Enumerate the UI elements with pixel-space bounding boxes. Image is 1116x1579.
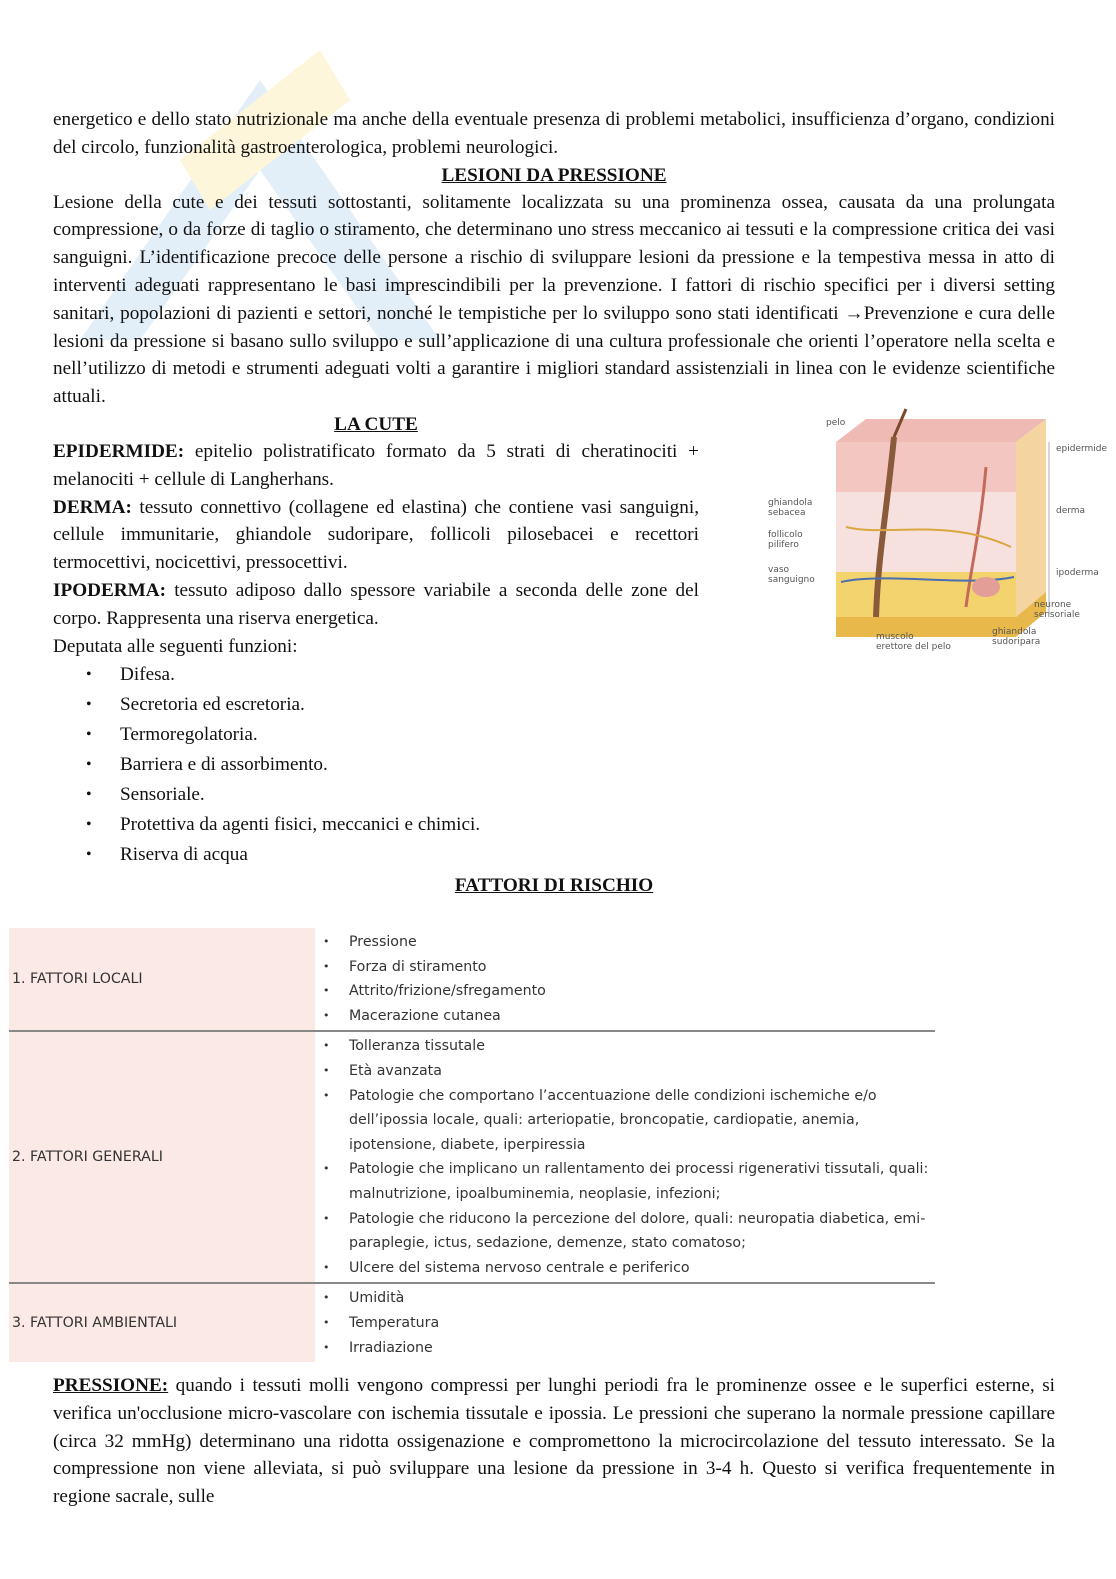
list-item: • Riserva di acqua bbox=[86, 840, 1055, 870]
funzioni-intro: Deputata alle seguenti funzioni: bbox=[53, 635, 298, 657]
lesioni-text-a: Lesione della cute e dei tessuti sottostanti, solitamente localizzata su una prominenza ossea, causata da una prolungata compressione, o da forze di taglio o stiramento, che determinano uno stress meccanico ai tessuti e la compressione critica dei vasi sanguigni. L’identificazione precoce delle persone a rischio di sviluppare lesioni da pressione e la tempestiva messa in atto di interventi adeguati rappresentano le basi imprescindibili per la prevenzione. I fattori di rischio specifici per i diversi setting sanitari, popolazioni di pazienti e settori, nonché le tempistiche per lo sviluppo sono stati identificati bbox=[53, 191, 1055, 324]
label-ghiandola-sebacea-1: ghiandola bbox=[768, 497, 813, 508]
label-pelo: pelo bbox=[826, 417, 846, 428]
table-row bbox=[9, 1032, 935, 1284]
bullet-icon: • bbox=[323, 1291, 330, 1305]
bullet-icon: • bbox=[323, 1260, 330, 1274]
row-label: 2. FATTORI GENERALI bbox=[9, 1032, 315, 1282]
pressione-section bbox=[53, 1372, 1055, 1511]
bullet-icon: • bbox=[323, 1315, 330, 1329]
list-item: • Difesa. bbox=[86, 660, 1055, 690]
row-label: 1. FATTORI LOCALI bbox=[9, 928, 315, 1030]
label-muscolo-1: muscolo bbox=[876, 631, 914, 642]
risk-factors-table bbox=[9, 928, 935, 1362]
list-item: • Ulcere del sistema nervoso centrale e periferico bbox=[321, 1256, 935, 1281]
bullet-icon: • bbox=[323, 1340, 330, 1354]
list-item: • Età avanzata bbox=[321, 1059, 935, 1084]
bullet-icon: • bbox=[323, 1211, 330, 1225]
cute-section bbox=[53, 411, 1108, 870]
epidermide-paragraph bbox=[53, 438, 699, 494]
section-title-lesioni: LESIONI DA PRESSIONE bbox=[441, 164, 667, 186]
label-follicolo-1: follicolo bbox=[768, 529, 803, 540]
derma-text: tessuto connettivo (collagene ed elastina) che contiene vasi sanguigni, cellule immunitarie, ghiandole sudoripare, follicoli pilosebacei e recettori termocettivi, nocicettivi, pressocettivi. bbox=[53, 496, 699, 574]
arrow-icon: → bbox=[844, 302, 864, 324]
label-neurone-2: sensoriale bbox=[1034, 609, 1080, 620]
label-vaso-2: sanguigno bbox=[768, 574, 815, 585]
list-item: • Irradiazione bbox=[321, 1336, 935, 1361]
pressione-paragraph bbox=[53, 1372, 1055, 1511]
list-item: • Tolleranza tissutale bbox=[321, 1034, 935, 1059]
bullet-icon: • bbox=[323, 959, 330, 973]
derma-term: DERMA: bbox=[53, 496, 132, 518]
bullet-icon: • bbox=[323, 935, 330, 948]
label-epidermide: epidermide bbox=[1056, 443, 1108, 454]
epidermide-text: epitelio polistratificato formato da 5 strati di cheratinociti + melanociti + cellule di Langherhans. bbox=[53, 440, 699, 490]
derma-paragraph bbox=[53, 494, 699, 577]
epidermide-term: EPIDERMIDE: bbox=[53, 440, 185, 462]
row-label: 3. FATTORI AMBIENTALI bbox=[9, 1284, 315, 1362]
bullet-icon: • bbox=[86, 816, 92, 834]
list-item: • Pressione bbox=[321, 930, 935, 955]
label-vaso-1: vaso bbox=[768, 564, 790, 575]
label-follicolo-2: pilifero bbox=[768, 539, 799, 550]
bullet-icon: • bbox=[323, 1162, 330, 1176]
ipoderma-term: IPODERMA: bbox=[53, 579, 166, 601]
table-row bbox=[9, 1284, 935, 1362]
list-item: • Patologie che riducono la percezione del dolore, quali: neuropatia diabetica, emi-paraplegie, ictus, sedazione, demenze, stato comatoso; bbox=[321, 1207, 935, 1256]
bullet-icon: • bbox=[86, 696, 92, 714]
bullet-icon: • bbox=[323, 1008, 330, 1022]
bullet-icon: • bbox=[323, 1039, 330, 1053]
bullet-icon: • bbox=[86, 726, 92, 744]
label-ghiandola-sebacea-2: sebacea bbox=[768, 507, 806, 518]
label-ipoderma: ipoderma bbox=[1056, 567, 1099, 578]
label-muscolo-2: erettore del pelo bbox=[876, 641, 951, 652]
list-item: • Patologie che comportano l’accentuazione delle condizioni ischemiche e/o dell’ipossia locale, quali: arteriopatie, broncopatie, cardiopatie, anemia, ipotensione, diabete, iperpiressia bbox=[321, 1084, 935, 1158]
bullet-icon: • bbox=[323, 1063, 330, 1077]
bullet-icon: • bbox=[323, 984, 330, 998]
list-item: • Temperatura bbox=[321, 1311, 935, 1336]
skin-diagram bbox=[766, 407, 1116, 667]
bullet-icon: • bbox=[86, 846, 92, 864]
ipoderma-text: tessuto adiposo dallo spessore variabile a seconda delle zone del corpo. Rappresenta una riserva energetica. bbox=[53, 579, 699, 629]
lesioni-paragraph bbox=[53, 189, 1055, 411]
bullet-icon: • bbox=[86, 756, 92, 774]
list-item: • Attrito/frizione/sfregamento bbox=[321, 979, 935, 1004]
list-item: • Macerazione cutanea bbox=[321, 1004, 935, 1029]
pressione-text: quando i tessuti molli vengono compressi per lunghi periodi fra le prominenze ossee e le superfici esterne, si verifica un'occlusione micro-vascolare con ischemia tissutale e ipossia. Le pressioni che superano la normale pressione capillare (circa 32 mmHg) determinano una ridotta ossigenazione e compromettono la microcircolazione del tessuto interessato. Se la compressione non viene alleviata, si può sviluppare una lesione da pressione in 3-4 h. Questo si verifica frequentemente in regione sacrale, sulle bbox=[53, 1375, 1055, 1508]
list-item: • Barriera e di assorbimento. bbox=[86, 750, 1055, 780]
funzioni-list bbox=[53, 660, 1055, 870]
pressione-term: PRESSIONE: bbox=[53, 1375, 169, 1396]
bullet-icon: • bbox=[86, 786, 92, 804]
label-ghiandola-sud-1: ghiandola bbox=[992, 626, 1037, 637]
list-item: • Termoregolatoria. bbox=[86, 720, 1055, 750]
intro-paragraph: energetico e dello stato nutrizionale ma anche della eventuale presenza di problemi metabolici, insufficienza d’organo, condizioni del circolo, funzionalità gastroenterologica, problemi neurologici. bbox=[53, 109, 1055, 158]
list-item: • Sensoriale. bbox=[86, 780, 1055, 810]
bullet-icon: • bbox=[86, 666, 92, 684]
document-page bbox=[53, 106, 1108, 899]
bullet-icon: • bbox=[323, 1088, 330, 1102]
section-title-fattori: FATTORI DI RISCHIO bbox=[454, 875, 654, 897]
list-item: • Patologie che implicano un rallentamento dei processi rigenerativi tissutali, quali: malnutrizione, ipoalbuminemia, neoplasie, infezioni; bbox=[321, 1157, 935, 1206]
list-item: • Protettiva da agenti fisici, meccanici e chimici. bbox=[86, 810, 1055, 840]
list-item: • Secretoria ed escretoria. bbox=[86, 690, 1055, 720]
ipoderma-paragraph bbox=[53, 577, 699, 633]
list-item: • Umidità bbox=[321, 1286, 935, 1311]
list-item: • Forza di stiramento bbox=[321, 955, 935, 980]
label-ghiandola-sud-2: sudoripara bbox=[992, 636, 1041, 647]
label-derma: derma bbox=[1056, 505, 1086, 516]
label-neurone-1: neurone bbox=[1034, 599, 1072, 610]
lesioni-text-b: Prevenzione e cura delle lesioni da pressione si basano sullo sviluppo e sull’applicazione di una cultura professionale che orienti l’operatore nella scelta e nell’utilizzo di metodi e strumenti adeguati volti a garantire i migliori standard assistenziali in linea con le evidenze scientifiche attuali. bbox=[53, 302, 1055, 408]
table-row bbox=[9, 928, 935, 1032]
section-title-cute: LA CUTE bbox=[334, 413, 418, 435]
